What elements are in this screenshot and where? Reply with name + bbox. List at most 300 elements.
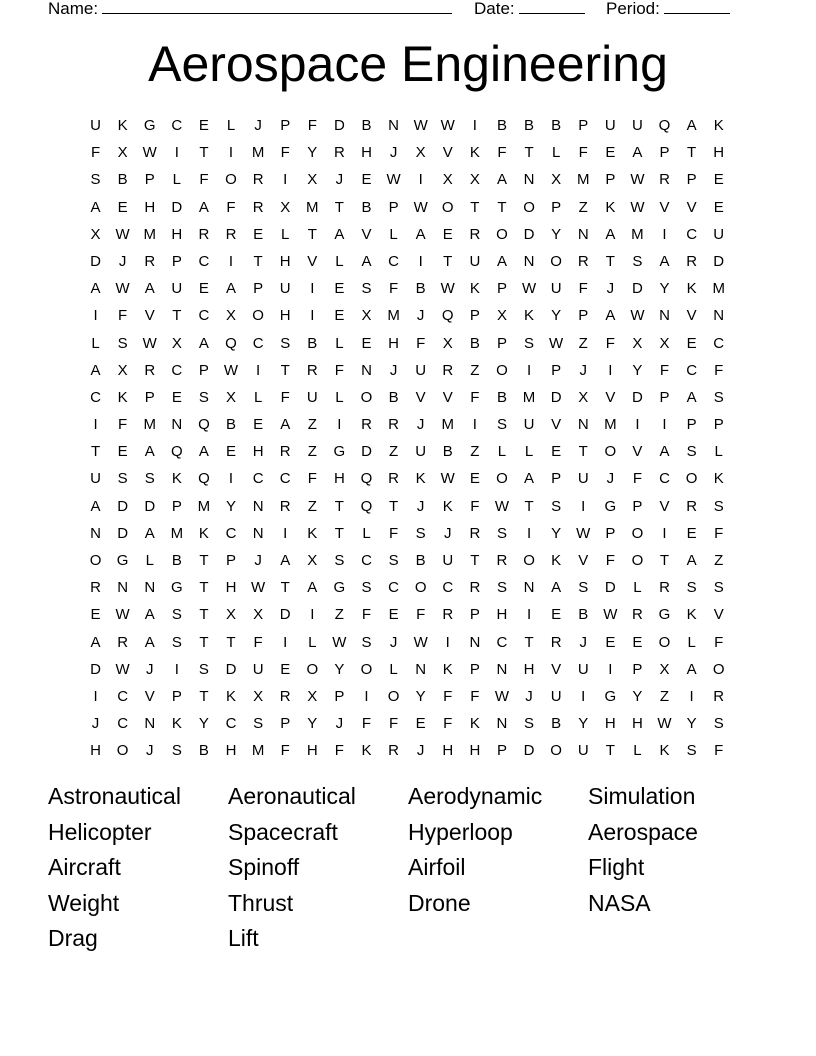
- grid-letter[interactable]: W: [494, 497, 510, 515]
- grid-letter[interactable]: T: [199, 687, 209, 705]
- grid-letter[interactable]: U: [469, 252, 481, 270]
- grid-letter[interactable]: K: [469, 715, 480, 733]
- grid-letter[interactable]: F: [470, 497, 480, 515]
- grid-letter[interactable]: P: [632, 660, 643, 678]
- grid-letter[interactable]: C: [198, 307, 210, 325]
- grid-letter[interactable]: Y: [659, 280, 670, 298]
- grid-letter[interactable]: E: [198, 117, 209, 134]
- grid-letter[interactable]: I: [93, 307, 98, 325]
- grid-letter[interactable]: E: [171, 388, 182, 406]
- grid-letter[interactable]: L: [497, 443, 507, 461]
- grid-letter[interactable]: S: [713, 388, 724, 406]
- grid-letter[interactable]: N: [90, 524, 101, 542]
- grid-letter[interactable]: B: [415, 552, 426, 569]
- grid-letter[interactable]: F: [416, 334, 426, 352]
- grid-letter[interactable]: N: [523, 252, 535, 270]
- grid-letter[interactable]: I: [364, 687, 369, 705]
- grid-letter[interactable]: W: [332, 633, 347, 651]
- grid-letter[interactable]: S: [171, 606, 182, 624]
- grid-letter[interactable]: I: [228, 252, 234, 270]
- grid-letter[interactable]: F: [659, 361, 670, 379]
- grid-letter[interactable]: F: [443, 715, 453, 733]
- grid-letter[interactable]: N: [361, 361, 372, 379]
- grid-letter[interactable]: J: [444, 524, 452, 542]
- grid-letter[interactable]: P: [551, 198, 562, 216]
- grid-letter[interactable]: H: [279, 307, 291, 325]
- grid-letter[interactable]: I: [228, 144, 234, 162]
- grid-letter[interactable]: Q: [360, 470, 373, 488]
- grid-letter[interactable]: C: [686, 225, 698, 243]
- grid-letter[interactable]: D: [361, 443, 372, 461]
- grid-letter[interactable]: O: [631, 524, 644, 542]
- grid-letter[interactable]: I: [662, 524, 667, 542]
- grid-letter[interactable]: A: [659, 443, 670, 461]
- grid-letter[interactable]: Y: [307, 715, 318, 733]
- grid-letter[interactable]: A: [144, 280, 155, 298]
- grid-letter[interactable]: U: [550, 687, 562, 705]
- grid-letter[interactable]: W: [223, 361, 239, 379]
- grid-letter[interactable]: G: [604, 497, 617, 515]
- grid-letter[interactable]: L: [145, 552, 154, 569]
- grid-letter[interactable]: H: [171, 225, 183, 243]
- grid-letter[interactable]: F: [361, 715, 372, 733]
- grid-letter[interactable]: B: [551, 715, 562, 733]
- grid-letter[interactable]: B: [171, 552, 182, 569]
- grid-letter[interactable]: K: [226, 687, 237, 705]
- grid-letter[interactable]: I: [283, 633, 288, 651]
- grid-letter[interactable]: L: [551, 144, 561, 162]
- grid-letter[interactable]: F: [388, 715, 399, 733]
- grid-letter[interactable]: H: [90, 742, 101, 760]
- grid-letter[interactable]: Z: [334, 606, 344, 624]
- grid-letter[interactable]: L: [335, 334, 344, 352]
- grid-letter[interactable]: W: [549, 334, 564, 352]
- grid-letter[interactable]: O: [496, 361, 508, 379]
- grid-letter[interactable]: L: [524, 443, 534, 461]
- grid-letter[interactable]: E: [280, 660, 291, 678]
- grid-letter[interactable]: S: [253, 715, 264, 733]
- grid-letter[interactable]: R: [496, 552, 508, 569]
- grid-letter[interactable]: J: [91, 715, 100, 733]
- grid-letter[interactable]: H: [225, 579, 237, 597]
- grid-letter[interactable]: T: [280, 579, 290, 597]
- grid-letter[interactable]: G: [143, 117, 156, 134]
- grid-letter[interactable]: E: [632, 633, 643, 651]
- grid-letter[interactable]: W: [630, 307, 645, 325]
- grid-letter[interactable]: D: [117, 497, 129, 515]
- grid-letter[interactable]: L: [253, 388, 263, 406]
- grid-letter[interactable]: B: [442, 443, 453, 461]
- grid-letter[interactable]: P: [496, 742, 507, 760]
- grid-letter[interactable]: X: [226, 307, 237, 325]
- grid-letter[interactable]: A: [632, 144, 643, 162]
- grid-letter[interactable]: E: [388, 606, 399, 624]
- grid-letter[interactable]: L: [687, 633, 696, 651]
- grid-letter[interactable]: Y: [551, 225, 562, 243]
- grid-letter[interactable]: X: [226, 388, 237, 406]
- grid-letter[interactable]: F: [632, 470, 642, 488]
- grid-letter[interactable]: N: [523, 579, 535, 597]
- grid-letter[interactable]: R: [659, 171, 670, 189]
- grid-letter[interactable]: H: [225, 742, 237, 760]
- grid-letter[interactable]: P: [632, 497, 643, 515]
- grid-letter[interactable]: E: [226, 443, 237, 461]
- grid-letter[interactable]: P: [659, 388, 670, 406]
- grid-letter[interactable]: S: [388, 552, 399, 569]
- grid-letter[interactable]: I: [283, 171, 288, 189]
- grid-letter[interactable]: F: [578, 144, 588, 162]
- grid-letter[interactable]: C: [90, 388, 101, 406]
- grid-letter[interactable]: R: [198, 225, 210, 243]
- grid-letter[interactable]: O: [712, 660, 725, 678]
- grid-letter[interactable]: X: [659, 660, 670, 678]
- grid-letter[interactable]: L: [226, 117, 236, 134]
- grid-letter[interactable]: X: [551, 171, 562, 189]
- grid-letter[interactable]: U: [632, 117, 643, 134]
- grid-letter[interactable]: F: [497, 144, 507, 162]
- grid-letter[interactable]: S: [686, 742, 697, 760]
- grid-letter[interactable]: S: [144, 470, 155, 488]
- grid-letter[interactable]: L: [308, 633, 317, 651]
- grid-letter[interactable]: E: [469, 470, 480, 488]
- grid-letter[interactable]: F: [388, 524, 399, 542]
- grid-letter[interactable]: B: [496, 388, 507, 406]
- grid-letter[interactable]: J: [416, 307, 425, 325]
- grid-letter[interactable]: N: [496, 715, 508, 733]
- grid-letter[interactable]: F: [199, 171, 209, 189]
- grid-letter[interactable]: I: [310, 307, 315, 325]
- grid-letter[interactable]: Z: [307, 497, 317, 515]
- grid-letter[interactable]: S: [713, 497, 724, 515]
- grid-letter[interactable]: D: [523, 225, 535, 243]
- grid-letter[interactable]: E: [686, 334, 697, 352]
- grid-letter[interactable]: A: [686, 660, 697, 678]
- grid-letter[interactable]: X: [361, 307, 372, 325]
- grid-letter[interactable]: S: [171, 633, 182, 651]
- grid-letter[interactable]: L: [281, 225, 290, 243]
- grid-letter[interactable]: I: [689, 687, 694, 705]
- grid-letter[interactable]: C: [225, 715, 237, 733]
- grid-letter[interactable]: D: [171, 198, 183, 216]
- grid-letter[interactable]: X: [253, 606, 264, 624]
- grid-letter[interactable]: C: [388, 252, 399, 270]
- grid-letter[interactable]: Q: [170, 443, 183, 461]
- grid-letter[interactable]: U: [279, 280, 291, 298]
- grid-letter[interactable]: K: [307, 524, 318, 542]
- grid-letter[interactable]: C: [442, 579, 454, 597]
- grid-letter[interactable]: T: [388, 497, 399, 515]
- name-field[interactable]: [48, 0, 452, 19]
- grid-letter[interactable]: B: [551, 117, 562, 134]
- grid-letter[interactable]: T: [334, 497, 344, 515]
- grid-letter[interactable]: R: [306, 361, 318, 379]
- grid-letter[interactable]: P: [469, 606, 480, 624]
- grid-letter[interactable]: U: [523, 416, 535, 434]
- grid-letter[interactable]: X: [578, 388, 589, 406]
- grid-letter[interactable]: N: [144, 715, 156, 733]
- grid-letter[interactable]: P: [171, 252, 182, 270]
- grid-letter[interactable]: G: [604, 687, 617, 705]
- grid-letter[interactable]: H: [523, 660, 535, 678]
- grid-letter[interactable]: O: [89, 552, 102, 569]
- grid-letter[interactable]: T: [524, 144, 534, 162]
- grid-letter[interactable]: Z: [578, 334, 588, 352]
- grid-letter[interactable]: P: [469, 307, 480, 325]
- grid-letter[interactable]: V: [686, 198, 697, 216]
- grid-letter[interactable]: T: [199, 552, 209, 569]
- grid-letter[interactable]: A: [524, 470, 535, 488]
- grid-letter[interactable]: W: [630, 171, 645, 189]
- grid-letter[interactable]: A: [686, 117, 697, 134]
- grid-letter[interactable]: R: [333, 144, 345, 162]
- grid-letter[interactable]: B: [361, 198, 372, 216]
- grid-letter[interactable]: A: [307, 579, 318, 597]
- grid-letter[interactable]: D: [279, 606, 291, 624]
- grid-letter[interactable]: A: [90, 497, 101, 515]
- grid-letter[interactable]: V: [307, 252, 318, 270]
- grid-letter[interactable]: A: [226, 280, 237, 298]
- grid-letter[interactable]: H: [361, 144, 372, 162]
- grid-letter[interactable]: T: [172, 307, 182, 325]
- grid-letter[interactable]: S: [713, 715, 724, 733]
- grid-letter[interactable]: A: [198, 198, 209, 216]
- grid-letter[interactable]: M: [387, 307, 400, 325]
- grid-letter[interactable]: S: [171, 742, 182, 760]
- grid-letter[interactable]: N: [388, 117, 399, 134]
- grid-letter[interactable]: F: [280, 144, 290, 162]
- grid-letter[interactable]: E: [253, 225, 264, 243]
- grid-letter[interactable]: S: [686, 443, 697, 461]
- grid-letter[interactable]: Y: [334, 660, 345, 678]
- grid-letter[interactable]: T: [470, 198, 480, 216]
- grid-letter[interactable]: O: [441, 198, 454, 216]
- grid-letter[interactable]: E: [551, 443, 562, 461]
- grid-letter[interactable]: R: [144, 361, 156, 379]
- grid-letter[interactable]: U: [306, 388, 318, 406]
- grid-letter[interactable]: L: [335, 252, 344, 270]
- grid-letter[interactable]: R: [686, 252, 698, 270]
- grid-letter[interactable]: W: [440, 280, 455, 298]
- grid-letter[interactable]: N: [577, 225, 589, 243]
- grid-letter[interactable]: T: [199, 606, 209, 624]
- grid-letter[interactable]: R: [225, 225, 237, 243]
- grid-letter[interactable]: N: [523, 171, 535, 189]
- grid-letter[interactable]: U: [577, 660, 589, 678]
- grid-letter[interactable]: A: [361, 252, 372, 270]
- grid-letter[interactable]: U: [90, 117, 101, 134]
- grid-letter[interactable]: K: [605, 198, 616, 216]
- grid-letter[interactable]: O: [252, 307, 264, 325]
- grid-letter[interactable]: I: [526, 606, 532, 624]
- grid-letter[interactable]: T: [199, 579, 209, 597]
- grid-letter[interactable]: W: [603, 606, 618, 624]
- grid-letter[interactable]: M: [251, 742, 265, 760]
- grid-letter[interactable]: N: [469, 633, 481, 651]
- grid-letter[interactable]: H: [144, 198, 156, 216]
- grid-letter[interactable]: L: [389, 660, 398, 678]
- grid-letter[interactable]: O: [631, 552, 644, 569]
- grid-letter[interactable]: B: [361, 117, 372, 134]
- grid-letter[interactable]: H: [279, 252, 291, 270]
- grid-letter[interactable]: B: [415, 280, 426, 298]
- grid-letter[interactable]: W: [440, 117, 455, 134]
- grid-letter[interactable]: J: [525, 687, 533, 705]
- grid-letter[interactable]: R: [90, 579, 101, 597]
- grid-letter[interactable]: K: [686, 606, 697, 624]
- grid-letter[interactable]: J: [118, 252, 127, 270]
- grid-letter[interactable]: G: [333, 443, 346, 461]
- grid-letter[interactable]: A: [144, 524, 155, 542]
- grid-letter[interactable]: J: [416, 497, 425, 515]
- grid-letter[interactable]: P: [578, 117, 589, 134]
- grid-letter[interactable]: F: [388, 280, 399, 298]
- grid-letter[interactable]: V: [632, 443, 643, 461]
- grid-letter[interactable]: O: [387, 687, 400, 705]
- grid-letter[interactable]: W: [494, 687, 510, 705]
- grid-letter[interactable]: J: [389, 144, 398, 162]
- grid-letter[interactable]: K: [524, 307, 535, 325]
- grid-letter[interactable]: O: [550, 252, 562, 270]
- grid-letter[interactable]: W: [521, 280, 537, 298]
- grid-letter[interactable]: P: [578, 307, 589, 325]
- grid-letter[interactable]: D: [333, 117, 345, 134]
- grid-letter[interactable]: I: [581, 687, 586, 705]
- grid-letter[interactable]: I: [635, 416, 640, 434]
- grid-letter[interactable]: D: [632, 388, 643, 406]
- grid-letter[interactable]: T: [199, 144, 209, 162]
- grid-letter[interactable]: F: [605, 334, 615, 352]
- grid-letter[interactable]: S: [415, 524, 426, 542]
- grid-letter[interactable]: K: [659, 742, 670, 760]
- grid-letter[interactable]: X: [307, 687, 318, 705]
- grid-letter[interactable]: K: [171, 715, 182, 733]
- grid-letter[interactable]: W: [115, 660, 130, 678]
- grid-letter[interactable]: U: [171, 280, 183, 298]
- grid-letter[interactable]: T: [199, 633, 209, 651]
- grid-letter[interactable]: F: [118, 307, 128, 325]
- grid-letter[interactable]: N: [252, 524, 264, 542]
- grid-letter[interactable]: A: [144, 633, 155, 651]
- grid-letter[interactable]: B: [226, 416, 237, 434]
- grid-letter[interactable]: F: [714, 524, 724, 542]
- grid-letter[interactable]: Z: [307, 416, 317, 434]
- grid-letter[interactable]: H: [713, 144, 725, 162]
- grid-letter[interactable]: O: [496, 470, 508, 488]
- grid-letter[interactable]: D: [713, 252, 725, 270]
- grid-letter[interactable]: R: [279, 443, 291, 461]
- grid-letter[interactable]: D: [523, 742, 535, 760]
- grid-letter[interactable]: A: [144, 606, 155, 624]
- grid-letter[interactable]: T: [470, 552, 480, 569]
- grid-letter[interactable]: A: [280, 416, 291, 434]
- grid-letter[interactable]: T: [524, 497, 534, 515]
- grid-letter[interactable]: T: [90, 443, 101, 461]
- grid-letter[interactable]: E: [713, 171, 724, 189]
- grid-letter[interactable]: R: [361, 416, 372, 434]
- grid-letter[interactable]: O: [658, 633, 671, 651]
- grid-letter[interactable]: Q: [441, 307, 454, 325]
- grid-letter[interactable]: R: [252, 171, 264, 189]
- grid-letter[interactable]: P: [388, 198, 399, 216]
- grid-letter[interactable]: X: [496, 307, 507, 325]
- grid-letter[interactable]: S: [361, 633, 372, 651]
- grid-letter[interactable]: H: [333, 470, 345, 488]
- grid-letter[interactable]: K: [198, 524, 209, 542]
- grid-letter[interactable]: A: [551, 579, 562, 597]
- grid-letter[interactable]: P: [171, 497, 182, 515]
- grid-letter[interactable]: U: [415, 443, 427, 461]
- grid-letter[interactable]: M: [306, 198, 319, 216]
- grid-letter[interactable]: C: [171, 117, 183, 134]
- grid-letter[interactable]: Y: [632, 361, 643, 379]
- grid-letter[interactable]: C: [171, 361, 183, 379]
- grid-letter[interactable]: F: [253, 633, 263, 651]
- grid-letter[interactable]: C: [279, 470, 291, 488]
- grid-letter[interactable]: R: [442, 361, 454, 379]
- grid-letter[interactable]: K: [469, 144, 480, 162]
- grid-letter[interactable]: N: [496, 660, 508, 678]
- grid-letter[interactable]: R: [442, 606, 454, 624]
- grid-letter[interactable]: O: [523, 198, 535, 216]
- grid-letter[interactable]: C: [225, 524, 237, 542]
- grid-letter[interactable]: N: [577, 416, 589, 434]
- grid-letter[interactable]: T: [497, 198, 507, 216]
- grid-letter[interactable]: H: [388, 334, 399, 352]
- grid-letter[interactable]: S: [524, 334, 535, 352]
- grid-letter[interactable]: X: [117, 144, 128, 162]
- grid-letter[interactable]: K: [361, 742, 372, 760]
- grid-letter[interactable]: W: [115, 225, 130, 243]
- grid-letter[interactable]: Z: [307, 443, 317, 461]
- grid-letter[interactable]: B: [117, 171, 128, 189]
- grid-letter[interactable]: P: [280, 715, 291, 733]
- grid-letter[interactable]: S: [496, 579, 507, 597]
- grid-letter[interactable]: V: [605, 388, 616, 406]
- grid-letter[interactable]: J: [389, 361, 398, 379]
- grid-letter[interactable]: F: [443, 687, 453, 705]
- grid-letter[interactable]: I: [283, 524, 288, 542]
- grid-letter[interactable]: V: [659, 198, 670, 216]
- grid-letter[interactable]: A: [605, 225, 616, 243]
- date-field[interactable]: [474, 0, 585, 19]
- grid-letter[interactable]: M: [170, 524, 184, 542]
- grid-letter[interactable]: F: [226, 198, 236, 216]
- grid-letter[interactable]: C: [117, 687, 129, 705]
- grid-letter[interactable]: U: [442, 552, 454, 569]
- grid-letter[interactable]: N: [659, 307, 670, 325]
- grid-letter[interactable]: R: [279, 687, 291, 705]
- grid-letter[interactable]: N: [252, 497, 264, 515]
- grid-letter[interactable]: K: [713, 117, 724, 134]
- grid-letter[interactable]: B: [524, 117, 535, 134]
- grid-letter[interactable]: T: [334, 198, 344, 216]
- grid-letter[interactable]: C: [388, 579, 399, 597]
- grid-letter[interactable]: H: [496, 606, 508, 624]
- grid-letter[interactable]: E: [117, 443, 128, 461]
- grid-letter[interactable]: A: [90, 633, 101, 651]
- grid-letter[interactable]: M: [197, 497, 211, 515]
- grid-letter[interactable]: E: [334, 307, 345, 325]
- grid-letter[interactable]: I: [256, 361, 261, 379]
- grid-letter[interactable]: B: [469, 334, 480, 352]
- grid-letter[interactable]: Q: [360, 497, 373, 515]
- grid-letter[interactable]: F: [334, 361, 344, 379]
- grid-letter[interactable]: X: [226, 606, 237, 624]
- grid-letter[interactable]: P: [713, 416, 724, 434]
- grid-letter[interactable]: R: [713, 687, 725, 705]
- grid-letter[interactable]: C: [659, 470, 670, 488]
- grid-letter[interactable]: F: [578, 280, 588, 298]
